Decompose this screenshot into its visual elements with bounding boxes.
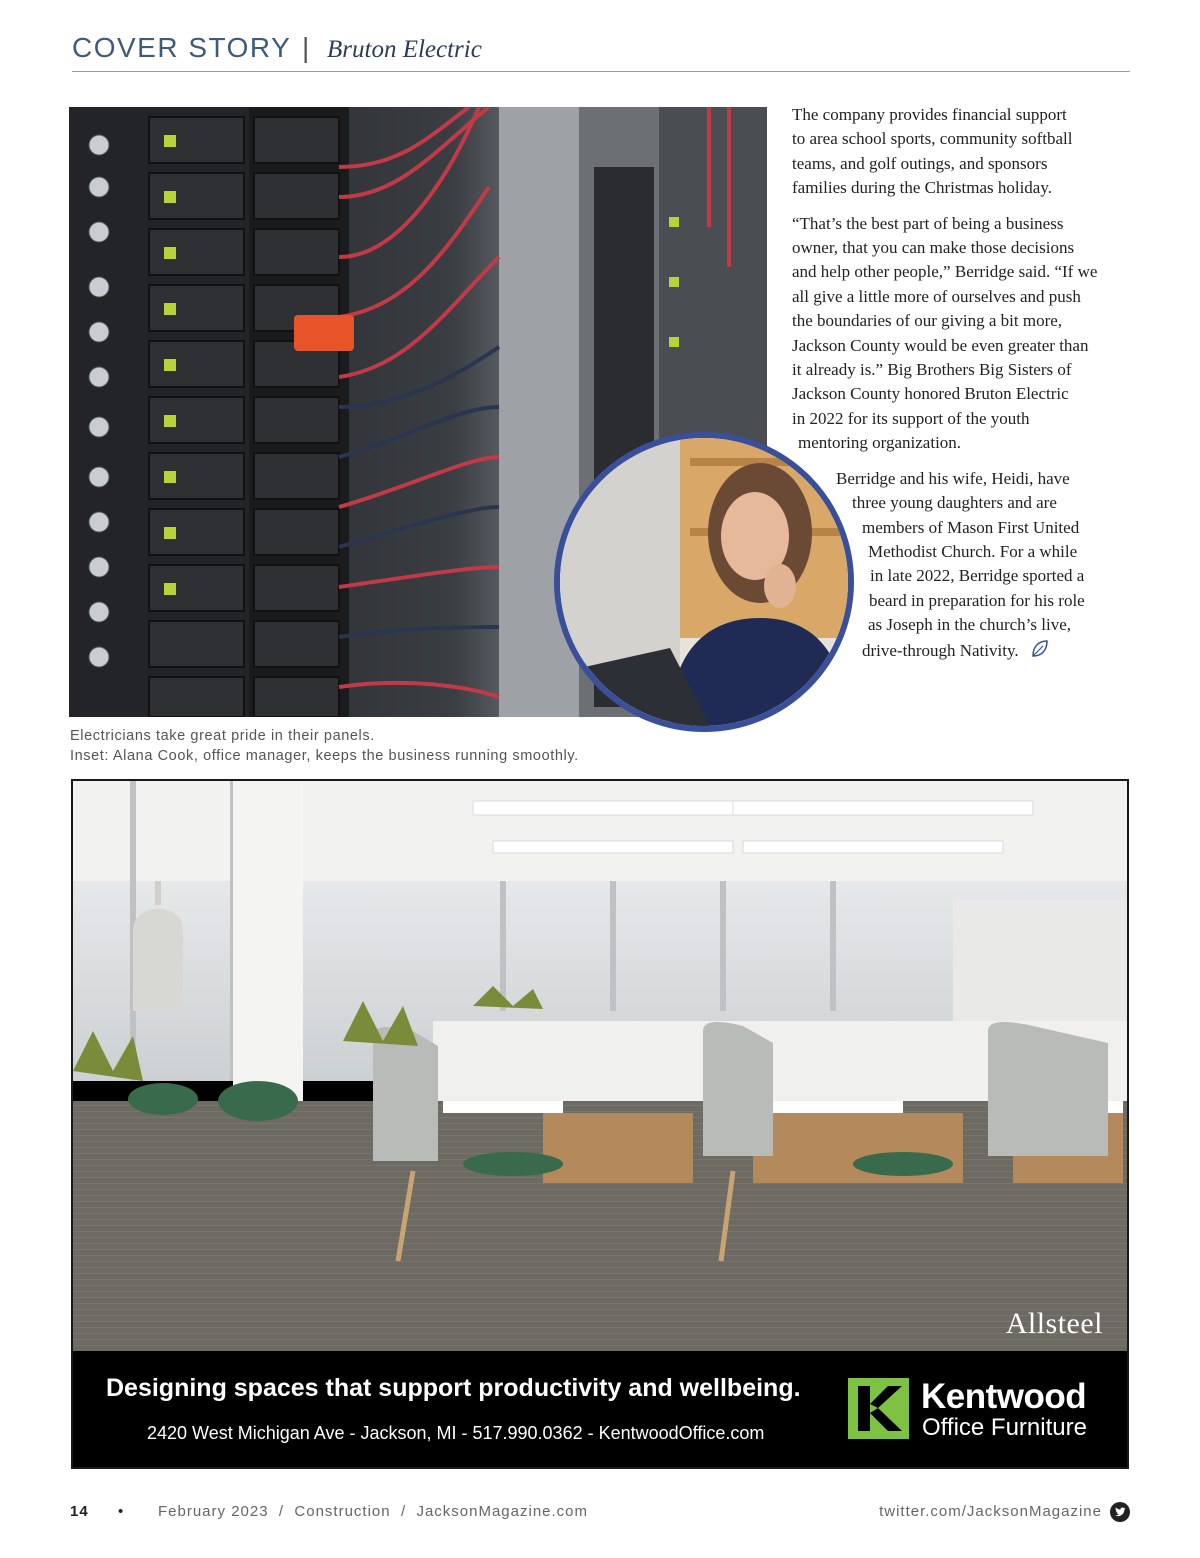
text-line: Methodist Church. For a while — [868, 541, 1078, 561]
footer-issue-info: February 2023 / Construction / JacksonMagazine.com — [158, 1503, 589, 1520]
text-line: families during the Christmas holiday. — [792, 178, 1052, 198]
ad-address[interactable]: 2420 West Michigan Ave - Jackson, MI - 517.990.0362 - KentwoodOffice.com — [147, 1423, 765, 1443]
text-line: drive-through Nativity. — [862, 640, 1019, 660]
text-line: Berridge and his wife, Heidi, have — [836, 468, 1070, 488]
text-line: to area school sports, community softball — [792, 129, 1073, 149]
page-footer — [70, 1502, 1130, 1524]
text-line-last — [792, 638, 1132, 663]
text-line: as Joseph in the church’s live, — [868, 615, 1072, 635]
footer-twitter-link[interactable]: twitter.com/JacksonMagazine — [879, 1503, 1102, 1520]
text-line: in 2022 for its support of the youth — [792, 408, 1030, 428]
photo-caption — [70, 726, 579, 766]
ad-info-bar — [73, 1351, 1127, 1467]
office-furniture-photo — [73, 781, 1127, 1351]
ad-tagline: Designing spaces that support productivity and wellbeing. — [106, 1374, 801, 1402]
text-line: “That’s the best part of being a business — [792, 213, 1064, 233]
text-line: in late 2022, Berridge sported a — [870, 566, 1085, 586]
page-header — [72, 30, 1130, 72]
text-line: the boundaries of our giving a bit more, — [792, 311, 1063, 331]
twitter-icon[interactable] — [1110, 1502, 1130, 1522]
header-separator: | — [302, 32, 310, 63]
article-paragraph-2 — [792, 212, 1132, 456]
kentwood-logo-mark-icon — [848, 1378, 909, 1439]
caption-line: Inset: Alana Cook, office manager, keeps the business running smoothly. — [70, 748, 579, 764]
article-paragraph-1 — [792, 103, 1132, 201]
text-line: three young daughters and are — [852, 493, 1057, 513]
section-kicker: COVER STORY — [72, 32, 292, 63]
story-title: Bruton Electric — [327, 36, 482, 63]
text-line: beard in preparation for his role — [869, 590, 1085, 610]
article-body — [792, 103, 1132, 674]
text-line: owner, that you can make those decisions — [792, 238, 1075, 258]
text-line: The company provides financial support — [792, 105, 1067, 124]
kentwood-brand-name: Kentwood — [921, 1377, 1087, 1416]
text-line: it already is.” Big Brothers Big Sisters of — [792, 360, 1072, 380]
text-line: and help other people,” Berridge said. “If we — [792, 262, 1098, 282]
kentwood-brand-subtitle: Office Furniture — [922, 1414, 1087, 1441]
allsteel-logo: Allsteel — [1005, 1307, 1103, 1340]
article-paragraph-3 — [792, 467, 1132, 663]
text-line: Jackson County would be even greater than — [792, 335, 1089, 355]
text-line: mentoring organization. — [798, 433, 962, 453]
text-line: teams, and golf outings, and sponsors — [792, 153, 1048, 173]
caption-line: Electricians take great pride in their panels. — [70, 728, 375, 744]
text-line: Jackson County honored Bruton Electric — [792, 384, 1069, 404]
advertisement[interactable] — [71, 779, 1129, 1469]
page-number: 14 — [70, 1503, 89, 1520]
text-line: members of Mason First United — [862, 517, 1080, 537]
office-interior-illustration — [73, 781, 1127, 1351]
text-line: all give a little more of ourselves and push — [792, 286, 1081, 306]
footer-bullet: • — [118, 1503, 125, 1520]
leaf-end-mark-icon — [1029, 638, 1051, 660]
